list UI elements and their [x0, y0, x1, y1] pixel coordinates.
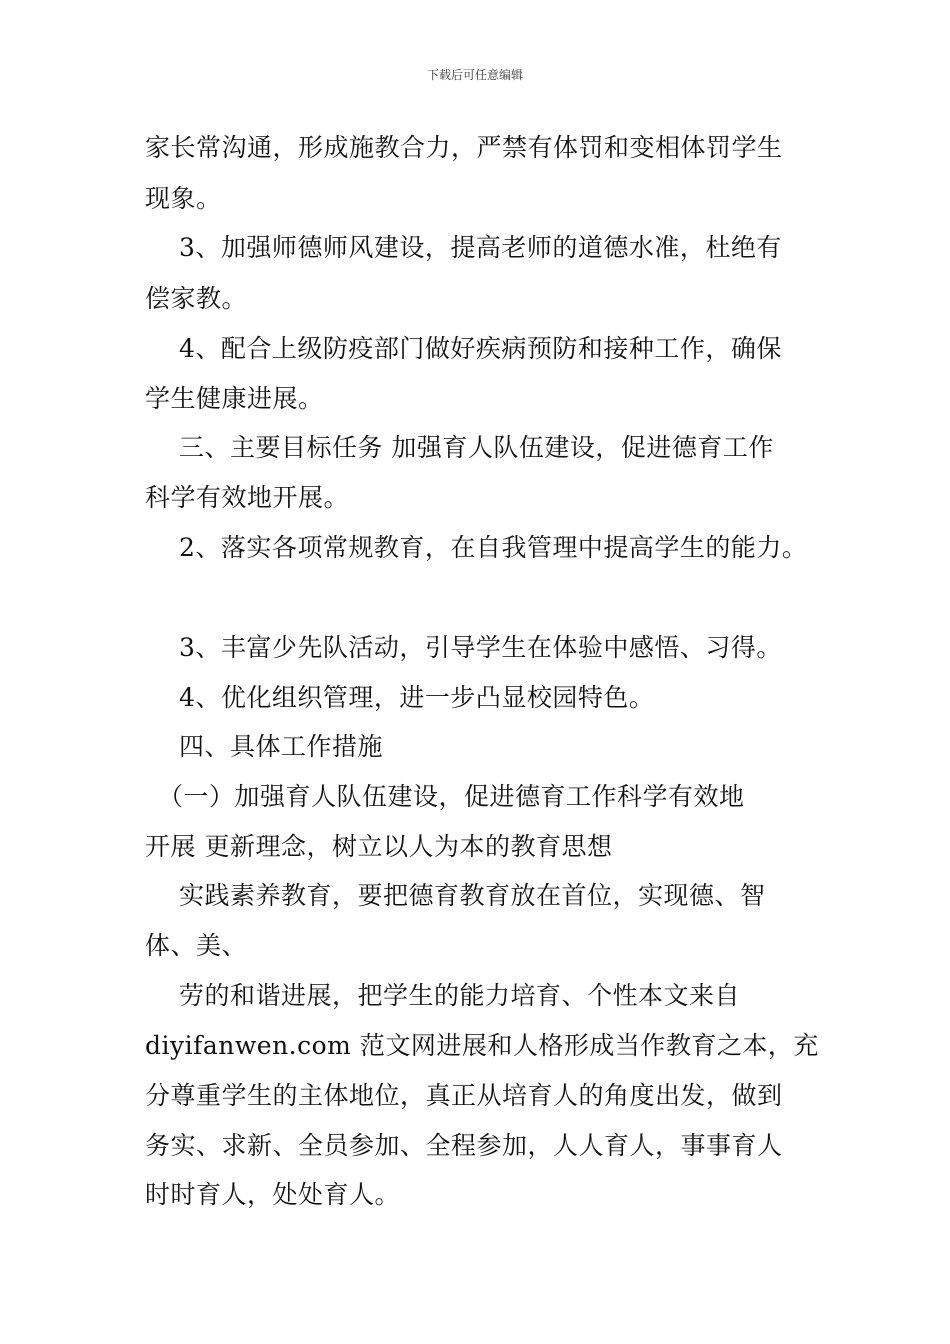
text-line: 开展 更新理念，树立以人为本的教育思想: [145, 832, 613, 861]
text-line: 偿家教。: [145, 284, 248, 313]
text-line: 3、加强师德师风建设，提高老师的道德水准，杜绝有: [145, 233, 782, 262]
text-line: 三、主要目标任务 加强育人队伍建设，促进德育工作: [145, 433, 774, 462]
text-line: 劳的和谐进展，把学生的能力培育、个性本文来自: [145, 981, 740, 1010]
text-line: 3、丰富少先队活动，引导学生在体验中感悟、习得。: [145, 633, 782, 662]
text-line: 实践素养教育，要把德育教育放在首位，实现德、智: [145, 881, 766, 910]
text-line: 4、配合上级防疫部门做好疾病预防和接种工作，确保: [145, 334, 782, 363]
text-line: 务实、求新、全员参加、全程参加，人人育人，事事育人: [145, 1131, 783, 1160]
text-line: 科学有效地开展。: [145, 483, 350, 512]
text-line: 2、落实各项常规教育，在自我管理中提高学生的能力。: [145, 533, 808, 562]
text-line: 学生健康进展。: [145, 384, 324, 413]
text-line: 体、美、: [145, 931, 248, 960]
text-line: 分尊重学生的主体地位，真正从培育人的角度出发，做到: [145, 1081, 783, 1110]
text-line: 4、优化组织管理，进一步凸显校园特色。: [145, 683, 655, 712]
text-line: 时时育人，处处育人。: [145, 1180, 401, 1209]
text-line: 家长常沟通，形成施教合力，严禁有体罚和变相体罚学生: [145, 133, 783, 162]
text-line: 现象。: [145, 184, 222, 213]
text-line: （一）加强育人队伍建设，促进德育工作科学有效地: [145, 782, 745, 811]
text-line: 四、具体工作措施: [145, 732, 383, 761]
text-line: diyifanwen.com 范文网进展和人格形成当作教育之本，充: [145, 1031, 819, 1060]
page-header: 下载后可任意编辑: [426, 68, 523, 82]
